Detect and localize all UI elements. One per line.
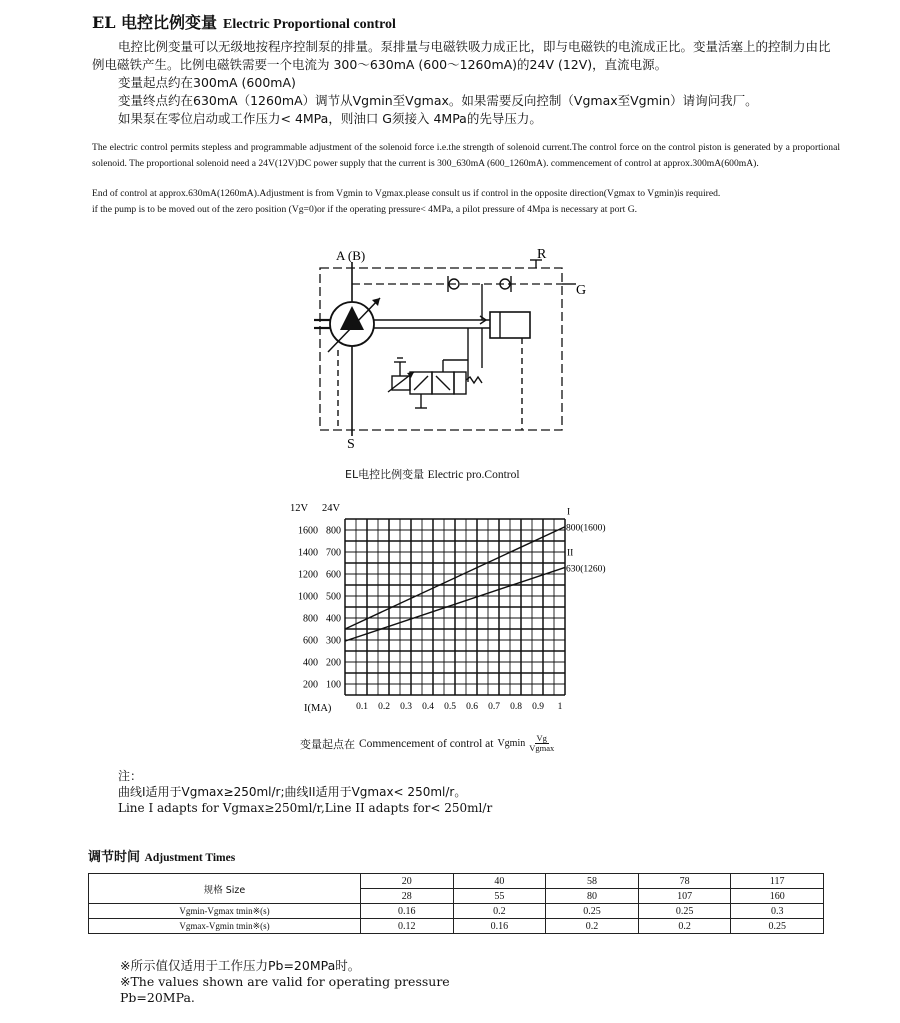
x-axis-label: I(MA) <box>304 703 332 714</box>
value-cell: 0.12 <box>361 919 454 934</box>
fraction-numerator: Vg <box>536 733 547 743</box>
table-row <box>89 919 824 934</box>
footnote <box>120 958 450 1006</box>
value-cell: 0.25 <box>731 919 824 934</box>
intro-cn-line4: 如果泵在零位启动或工作压力< 4MPa，则油口 G须接入 4MPa的先导压力。 <box>118 111 542 126</box>
x-tick-label: 0.5 <box>444 702 456 712</box>
x-tick-label: 0.2 <box>378 702 390 712</box>
y-header-12v: 12V <box>290 503 309 514</box>
value-cell: 0.25 <box>546 904 639 919</box>
port-a-label: A (B) <box>336 248 366 263</box>
intro-cn-line2: 变量起点约在300mA (600mA) <box>118 75 296 90</box>
size-bottom-cell: 80 <box>546 889 639 904</box>
y-tick-label-24v: 300 <box>326 635 341 647</box>
note-block <box>118 768 492 816</box>
chart-caption <box>300 734 554 753</box>
table-row <box>89 874 824 889</box>
y-tick-label-12v: 1600 <box>298 525 318 537</box>
size-top-cell: 117 <box>731 874 824 889</box>
adjustment-title-en: Adjustment Times <box>144 852 236 864</box>
x-tick-label: 0.4 <box>422 702 434 712</box>
size-bottom-cell: 28 <box>361 889 454 904</box>
row-label-cell: Vgmin-Vgmax tmin※(s) <box>89 904 361 919</box>
note-en: Line I adapts for Vgmax≥250ml/r,Line II adapts for< 250ml/r <box>118 801 493 815</box>
row-label-cell: Vgmax-Vgmin tmin※(s) <box>89 919 361 934</box>
y-tick-label-24v: 600 <box>326 569 341 581</box>
size-top-cell: 58 <box>546 874 639 889</box>
value-cell: 0.2 <box>453 904 546 919</box>
chart-caption-var: Vgmin <box>497 738 526 749</box>
adjustment-title <box>88 846 235 865</box>
port-g-label: G <box>576 283 587 298</box>
adjustment-title-cn: 调节时间 <box>88 850 141 865</box>
y-tick-label-12v: 600 <box>303 635 318 647</box>
footnote-en-line1: ※The values shown are valid for operating pressure <box>120 974 450 989</box>
size-top-cell: 40 <box>453 874 546 889</box>
y-tick-label-12v: 400 <box>303 657 318 669</box>
y-tick-label-24v: 800 <box>326 525 341 537</box>
intro-en-line2: End of control at approx.630mA(1260mA).Adjustment is from Vgmin to Vgmax.please consult us if control in the opposite direction(Vgmax to Vgmin)is required. <box>92 188 721 199</box>
value-cell: 0.16 <box>453 919 546 934</box>
chart-x-ticks <box>356 702 563 712</box>
series-name-label: II <box>567 548 574 559</box>
intro-cn-line3: 变量终点约在630mA（1260mA）调节从Vgmin至Vgmax。如果需要反向控制（Vgmax至Vgmin）请询问我厂。 <box>118 93 758 108</box>
value-cell: 0.2 <box>638 919 731 934</box>
y-tick-label-12v: 1200 <box>298 569 318 581</box>
hydraulic-schematic <box>300 240 600 455</box>
value-cell: 0.3 <box>731 904 824 919</box>
series-end-label: 800(1600) <box>566 523 606 534</box>
size-top-cell: 78 <box>638 874 731 889</box>
chart-caption-cn: 变量起点在 <box>300 737 355 751</box>
chart-caption-en: Commencement of control at <box>359 737 494 750</box>
y-tick-label-24v: 500 <box>326 591 341 603</box>
chart-grid <box>345 519 565 695</box>
title-en: Electric Proportional control <box>223 17 396 32</box>
value-cell: 0.25 <box>638 904 731 919</box>
y-tick-label-12v: 1400 <box>298 547 318 559</box>
table-row <box>89 904 824 919</box>
fraction-denominator: Vgmax <box>529 743 555 753</box>
footnote-en-line2: Pb=20MPa. <box>120 990 195 1005</box>
y-tick-label-12v: 1000 <box>298 591 318 603</box>
value-cell: 0.2 <box>546 919 639 934</box>
x-tick-label: 0.8 <box>510 702 522 712</box>
intro-en-line3: if the pump is to be moved out of the zero position (Vg=0)or if the operating pressure< 4MPa, a pilot pressure of 4Mpa is necessary at port G. <box>92 204 638 215</box>
size-bottom-cell: 107 <box>638 889 731 904</box>
x-tick-label: 0.3 <box>400 702 412 712</box>
page-title <box>92 10 396 33</box>
size-bottom-cell: 55 <box>453 889 546 904</box>
current-chart <box>280 495 640 720</box>
value-cell: 0.16 <box>361 904 454 919</box>
diagram-caption-cn: EL电控比例变量 <box>345 468 425 481</box>
series-end-label: 630(1260) <box>566 564 606 575</box>
y-tick-label-24v: 200 <box>326 657 341 669</box>
x-tick-label: 0.1 <box>356 702 368 712</box>
series-name-label: I <box>567 507 571 518</box>
y-tick-label-24v: 400 <box>326 613 341 625</box>
x-tick-label: 0.7 <box>488 702 500 712</box>
x-tick-label: 0.6 <box>466 702 478 712</box>
y-header-24v: 24V <box>322 503 341 514</box>
size-label-cell: 规格 Size <box>89 874 361 904</box>
footnote-cn: ※所示值仅适用于工作压力Pb=20MPa时。 <box>120 958 361 973</box>
y-tick-label-24v: 700 <box>326 547 341 559</box>
size-bottom-cell: 160 <box>731 889 824 904</box>
x-tick-label: 1 <box>557 702 563 712</box>
size-top-cell: 20 <box>361 874 454 889</box>
note-cn: 曲线I适用于Vgmax≥250ml/r;曲线II适用于Vgmax< 250ml/r。 <box>118 785 467 799</box>
port-r-label: R <box>537 247 547 262</box>
port-s-label: S <box>347 437 355 452</box>
adjustment-table <box>88 873 824 934</box>
x-tick-label: 0.9 <box>532 702 544 712</box>
intro-cn-paragraph: 电控比例变量可以无级地按程序控制泵的排量。泵排量与电磁铁吸力成正比，即与电磁铁的电流成正比。变量活塞上的控制力由比例电磁铁产生。比例电磁铁需要一个电流为 300～630mA (600～1260mA)的24V (12V)，直流电源。 <box>92 39 831 72</box>
chart-caption-fraction <box>529 734 554 753</box>
diagram-caption-en: Electric pro.Control <box>427 469 520 481</box>
y-tick-label-24v: 100 <box>326 679 341 691</box>
diagram-caption <box>345 466 520 482</box>
note-label: 注： <box>118 769 143 783</box>
y-tick-label-12v: 200 <box>303 679 318 691</box>
intro-en-paragraph: The electric control permits stepless and programmable adjustment of the solenoid force i.e.the strength of solenoid current.The control force on the control piston is generated by a proportional solenoid. The proportional solenoid need a 24V(12V)DC power supply that the current is 300_630mA (600_1260mA). commencement of control at approx.300mA(600mA). <box>92 142 840 169</box>
title-cn: EL 电控比例变量 <box>92 13 218 32</box>
chart-y-ticks <box>298 526 341 691</box>
y-tick-label-12v: 800 <box>303 613 318 625</box>
